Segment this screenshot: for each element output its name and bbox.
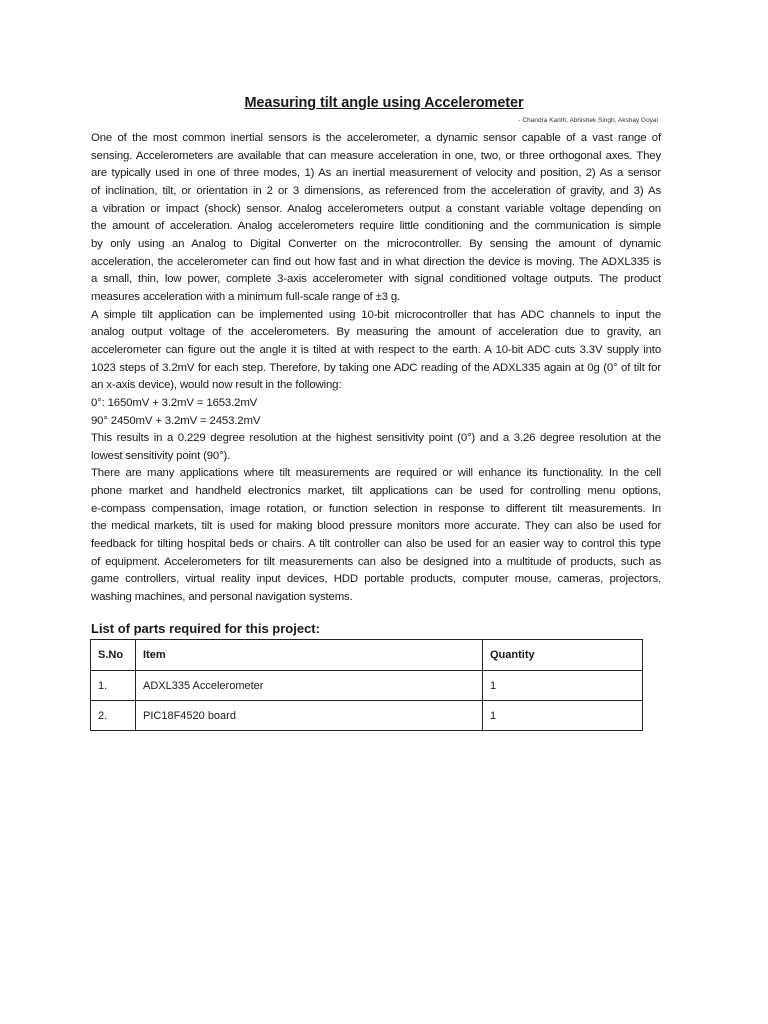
column-header-sno: S.No <box>91 640 136 671</box>
body-line: sensing. Accelerometers are available that can measure acceleration in one, two, or three orthogonal axes. They <box>91 149 661 162</box>
body-line: the amount of acceleration. Analog accelerometers require little conditioning and the communication is simple <box>91 220 661 233</box>
body-line: feedback for tilting hospital beds or chairs. A tilt controller can also be used for an easier way to control this type <box>91 538 661 551</box>
table-header-row <box>91 640 643 671</box>
table-row <box>91 701 643 731</box>
table-row <box>91 671 643 701</box>
body-line: 90° 2450mV + 3.2mV = 2453.2mV <box>91 414 261 427</box>
body-line: There are many applications where tilt measurements are required or will enhance its functionality. In the cell <box>91 467 661 480</box>
body-line: accelerometer can figure out the angle it is tilted at with respect to the earth. A 10-bit ADC cuts 3.3V supply into <box>91 343 661 356</box>
body-line: This results in a 0.229 degree resolution at the highest sensitivity point (0°) and a 3.26 degree resolution at the <box>91 432 661 445</box>
body-line: phone market and handheld electronics market, tilt applications can be used for controlling menu options, <box>91 485 661 498</box>
body-line: acceleration, the accelerometer can find out how fast and in what direction the device is moving. The ADXL335 is <box>91 255 661 268</box>
body-line: an x-axis device), would now result in the following: <box>91 379 342 392</box>
body-line: One of the most common inertial sensors is the accelerometer, a dynamic sensor capable of a vast range of <box>91 132 661 144</box>
body-line: analog output voltage of the accelerometers. By measuring the amount of acceleration due to gravity, an <box>91 326 661 339</box>
body-line: are typically used in one of three modes, 1) As an inertial measurement of velocity and position, 2) As a sensor <box>91 167 661 180</box>
body-line: e-compass compensation, image rotation, or function selection in response to different tilt measurements. In <box>91 502 661 515</box>
cell-item: PIC18F4520 board <box>136 701 483 731</box>
parts-list-heading: List of parts required for this project: <box>91 621 320 636</box>
body-line: a vibration or impact (shock) sensor. Analog accelerometers output a constant variable voltage depending on <box>91 202 661 215</box>
body-line: of inclination, tilt, or orientation in 2 or 3 dimensions, as referenced from the acceleration of gravity, and 3) As <box>91 184 661 197</box>
body-line: of equipment. Accelerometers for tilt measurements can also be designed into a multitude of products, such as <box>91 555 661 568</box>
body-line: game controllers, virtual reality input devices, HDD portable products, computer mouse, cameras, projectors, <box>91 573 661 586</box>
body-line: washing machines, and personal navigation systems. <box>91 591 353 604</box>
body-line: lowest sensitivity point (90°). <box>91 449 231 462</box>
cell-sno: 1. <box>91 671 136 701</box>
cell-item: ADXL335 Accelerometer <box>136 671 483 701</box>
document-title: Measuring tilt angle using Accelerometer <box>244 95 524 111</box>
cell-sno: 2. <box>91 701 136 731</box>
author-credits: - Chandra Kanth, Abhishek Singh, Akshay Goyal <box>518 117 658 124</box>
parts-table <box>90 639 643 731</box>
body-line: measures acceleration with a minimum full-scale range of ±3 g. <box>91 290 401 303</box>
column-header-item: Item <box>136 640 483 671</box>
cell-quantity: 1 <box>483 701 643 731</box>
column-header-quantity: Quantity <box>483 640 643 671</box>
body-line: A simple tilt application can be implemented using 10-bit microcontroller that has ADC channels to input the <box>91 308 661 321</box>
body-line: the medical markets, tilt is used for making blood pressure monitors more accurate. They can also be used for <box>91 520 661 533</box>
body-line: 1023 steps of 3.2mV for each step. Therefore, by taking one ADC reading of the ADXL335 again at 0g (0° of tilt for <box>91 361 661 374</box>
body-text <box>91 130 661 607</box>
body-line: a small, thin, low power, complete 3-axis accelerometer with signal conditioned voltage outputs. The product <box>91 273 661 286</box>
body-line: by only using an Analog to Digital Converter on the microcontroller. By sensing the amount of dynamic <box>91 237 661 250</box>
body-line: 0°: 1650mV + 3.2mV = 1653.2mV <box>91 396 258 409</box>
cell-quantity: 1 <box>483 671 643 701</box>
